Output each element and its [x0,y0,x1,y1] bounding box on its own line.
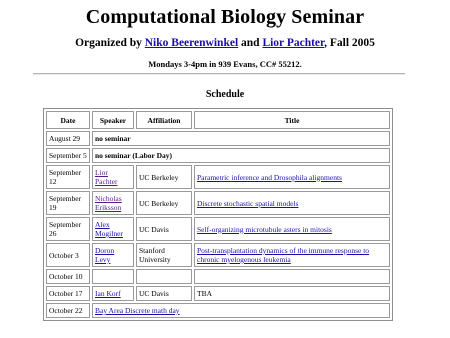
no-seminar-cell: no seminar [92,131,390,146]
date-cell: October 10 [46,269,90,284]
date-cell: September 12 [46,165,90,189]
speaker-link[interactable]: Alex Mogilner [95,220,123,238]
title-cell [194,217,390,241]
affiliation-cell: UC Davis [136,286,192,301]
date-cell: October 3 [46,243,90,267]
affiliation-cell: UC Davis [136,217,192,241]
title-cell [194,269,390,284]
table-row [46,286,390,301]
talk-title-link[interactable]: Post-transplantation dynamics of the immune response to chronic myelogenous leukemia [197,246,370,264]
date-cell: August 29 [46,131,90,146]
table-row [46,131,390,146]
speaker-cell [92,217,134,241]
date-cell: October 22 [46,303,90,318]
speaker-link[interactable]: Nicholas Eriksson [95,194,122,212]
affiliation-cell: UC Berkeley [136,165,192,189]
talk-title-link[interactable]: Parametric inference and Drosophila alignments [197,172,342,182]
organizers-line [0,37,450,49]
speaker-cell [92,286,134,301]
speaker-link[interactable]: Ian Korf [95,289,121,298]
event-cell [92,303,390,318]
location-line: Mondays 3-4pm in 939 Evans, CC# 55212. [148,59,302,69]
speaker-cell [92,269,134,284]
organizer-and-label: and [241,37,260,49]
table-header-row [46,111,390,129]
column-header-title: Title [194,111,390,129]
speaker-link[interactable]: Doron Levy [95,246,115,264]
date-cell: September 5 [46,148,90,163]
schedule-table [43,108,393,321]
speaker-cell [92,191,134,215]
affiliation-cell: Stanford University [136,243,192,267]
date-cell: September 19 [46,191,90,215]
title-cell [194,191,390,215]
talk-title-link[interactable]: Self-organizing microtubule asters in mitosis [197,224,332,234]
column-header-speaker: Speaker [92,111,134,129]
speaker-cell [92,165,134,189]
table-row [46,303,390,318]
term-label: , Fall 2005 [324,37,375,49]
divider [33,73,405,75]
schedule-heading: Schedule [205,89,245,100]
speaker-link[interactable]: Lior Pachter [95,168,118,186]
organized-by-label: Organized by [75,37,142,49]
organizer-link-pachter[interactable]: Lior Pachter [262,37,325,49]
table-row [46,217,390,241]
title-cell [194,243,390,267]
organizer-link-beerenwinkel[interactable]: Niko Beerenwinkel [144,37,239,49]
table-row [46,269,390,284]
title-cell [194,165,390,189]
affiliation-cell: UC Berkeley [136,191,192,215]
date-cell: October 17 [46,286,90,301]
title-cell: TBA [194,286,390,301]
talk-title-link[interactable]: Discrete stochastic spatial models [197,198,299,208]
table-row [46,165,390,189]
event-link[interactable]: Bay Area Discrete math day [95,306,180,315]
table-row [46,243,390,267]
affiliation-cell [136,269,192,284]
column-header-affiliation: Affiliation [136,111,192,129]
speaker-cell [92,243,134,267]
date-cell: September 26 [46,217,90,241]
no-seminar-cell: no seminar (Labor Day) [92,148,390,163]
page-title: Computational Biology Seminar [85,6,365,28]
table-row [46,191,390,215]
column-header-date: Date [46,111,90,129]
table-row [46,148,390,163]
